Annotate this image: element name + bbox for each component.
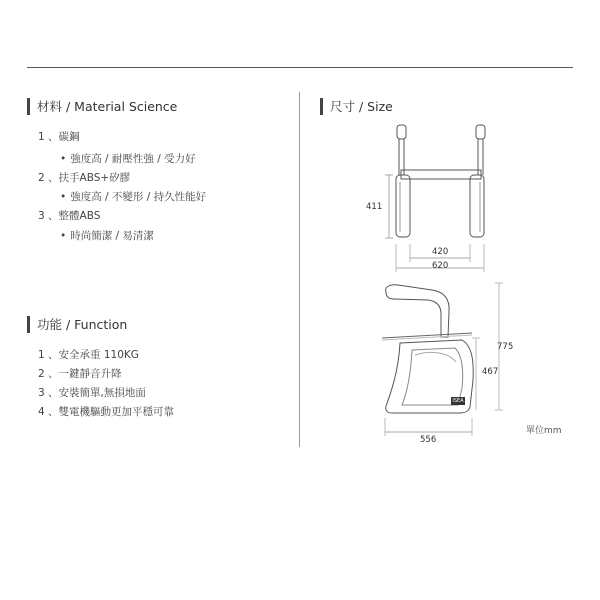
material-title: 材料 / Material Science: [37, 99, 178, 114]
material-item-2: 2 、扶手ABS+矽膠: [38, 172, 131, 184]
side-total-height-label: 775: [497, 342, 514, 352]
side-view-drawing: [382, 283, 503, 436]
material-item-2-detail: • 強度高 / 不變形 / 持久性能好: [60, 189, 206, 204]
material-item-3-detail: • 時尚簡潔 / 易清潔: [60, 228, 154, 243]
side-depth-label: 556: [420, 435, 437, 445]
function-item-3: 3 、安裝簡單,無損地面: [38, 387, 146, 399]
front-inner-width-label: 420: [432, 247, 449, 257]
material-item-1-detail: • 強度高 / 耐壓性強 / 受力好: [60, 151, 196, 166]
front-outer-width-label: 620: [432, 261, 449, 271]
size-title: 尺寸 / Size: [330, 99, 393, 114]
function-item-4: 4 、雙電機驅動更加平穩可靠: [38, 406, 175, 418]
material-item-1: 1 、碳鋼: [38, 131, 80, 143]
front-height-label: 411: [366, 202, 383, 212]
material-item-3: 3 、整體ABS: [38, 210, 101, 222]
side-seat-height-label: 467: [482, 367, 499, 377]
function-item-1: 1 、安全承重 110KG: [38, 349, 139, 361]
unit-label: 單位mm: [526, 426, 562, 436]
brand-logo: ISEA: [452, 398, 464, 404]
function-title: 功能 / Function: [37, 317, 128, 332]
function-item-2: 2 、一鍵靜音升降: [38, 368, 122, 380]
